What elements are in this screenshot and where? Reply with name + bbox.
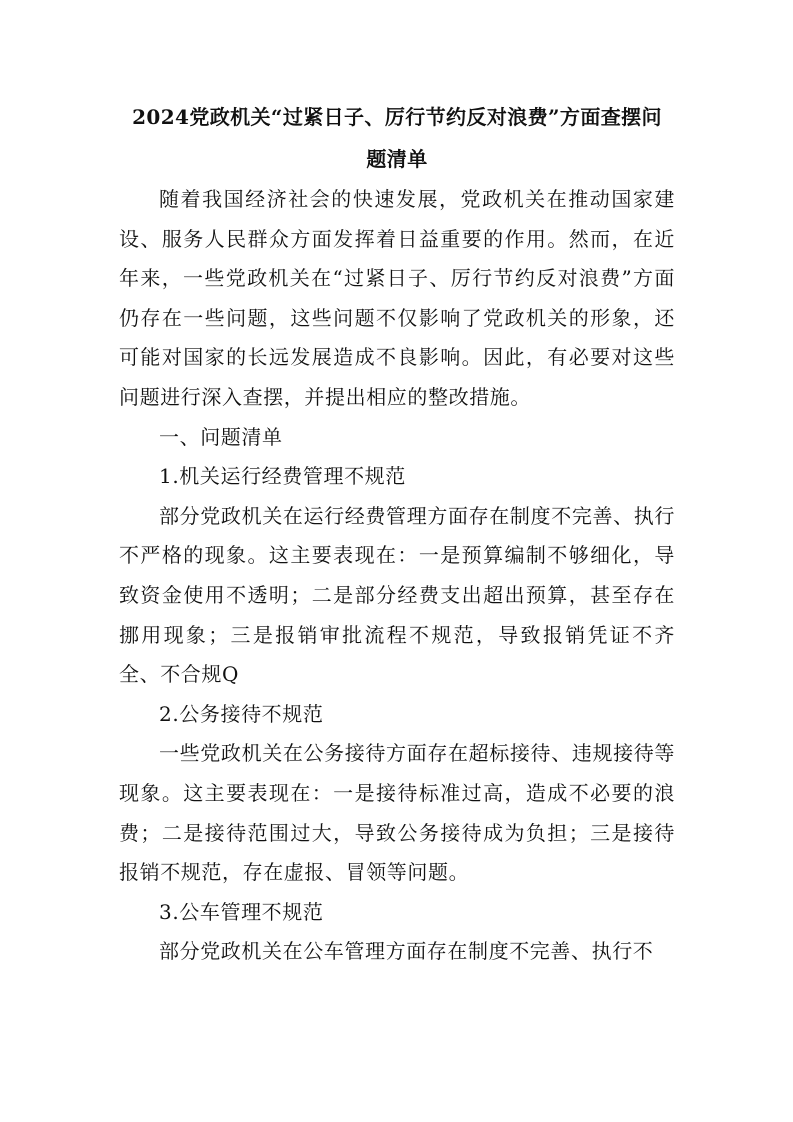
item-body-operating-funds: 部分党政机关在运行经费管理方面存在制度不完善、执行不严格的现象。这主要表现在：一是预算编制不够细化，导致资金使用不透明；二是部分经费支出超出预算，甚至存在挪用现象；三是报销审批流程不规范，导致报销凭证不齐全、不合规Q xyxy=(119,503,675,687)
document-title-line-1: 2024党政机关“过紧日子、厉行节约反对浪费”方面查摆问 xyxy=(132,105,662,129)
document-title xyxy=(119,96,675,180)
document-body xyxy=(119,96,675,972)
document-title-line-2: 题清单 xyxy=(366,147,428,171)
section-heading-problem-list: 一、问题清单 xyxy=(159,424,283,449)
item-heading-operating-funds: 1.机关运行经费管理不规范 xyxy=(159,464,406,489)
intro-paragraph: 随着我国经济社会的快速发展，党政机关在推动国家建设、服务人民群众方面发挥着日益重要的作用。然而，在近年来，一些党政机关在“过紧日子、厉行节约反对浪费”方面仍存在一些问题，这些问题不仅影响了党政机关的形象，还可能对国家的长远发展造成不良影响。因此，有必要对这些问题进行深入查摆，并提出相应的整改措施。 xyxy=(119,187,675,409)
item-body-official-reception: 一些党政机关在公务接待方面存在超标接待、违规接待等现象。这主要表现在：一是接待标准过高，造成不必要的浪费；二是接待范围过大，导致公务接待成为负担；三是接待报销不规范，存在虚报、冒领等问题。 xyxy=(119,741,675,885)
item-heading-official-reception: 2.公务接待不规范 xyxy=(159,701,324,726)
item-body-official-vehicles: 部分党政机关在公车管理方面存在制度不完善、执行不 xyxy=(159,939,654,964)
item-heading-official-vehicles: 3.公车管理不规范 xyxy=(159,899,324,924)
